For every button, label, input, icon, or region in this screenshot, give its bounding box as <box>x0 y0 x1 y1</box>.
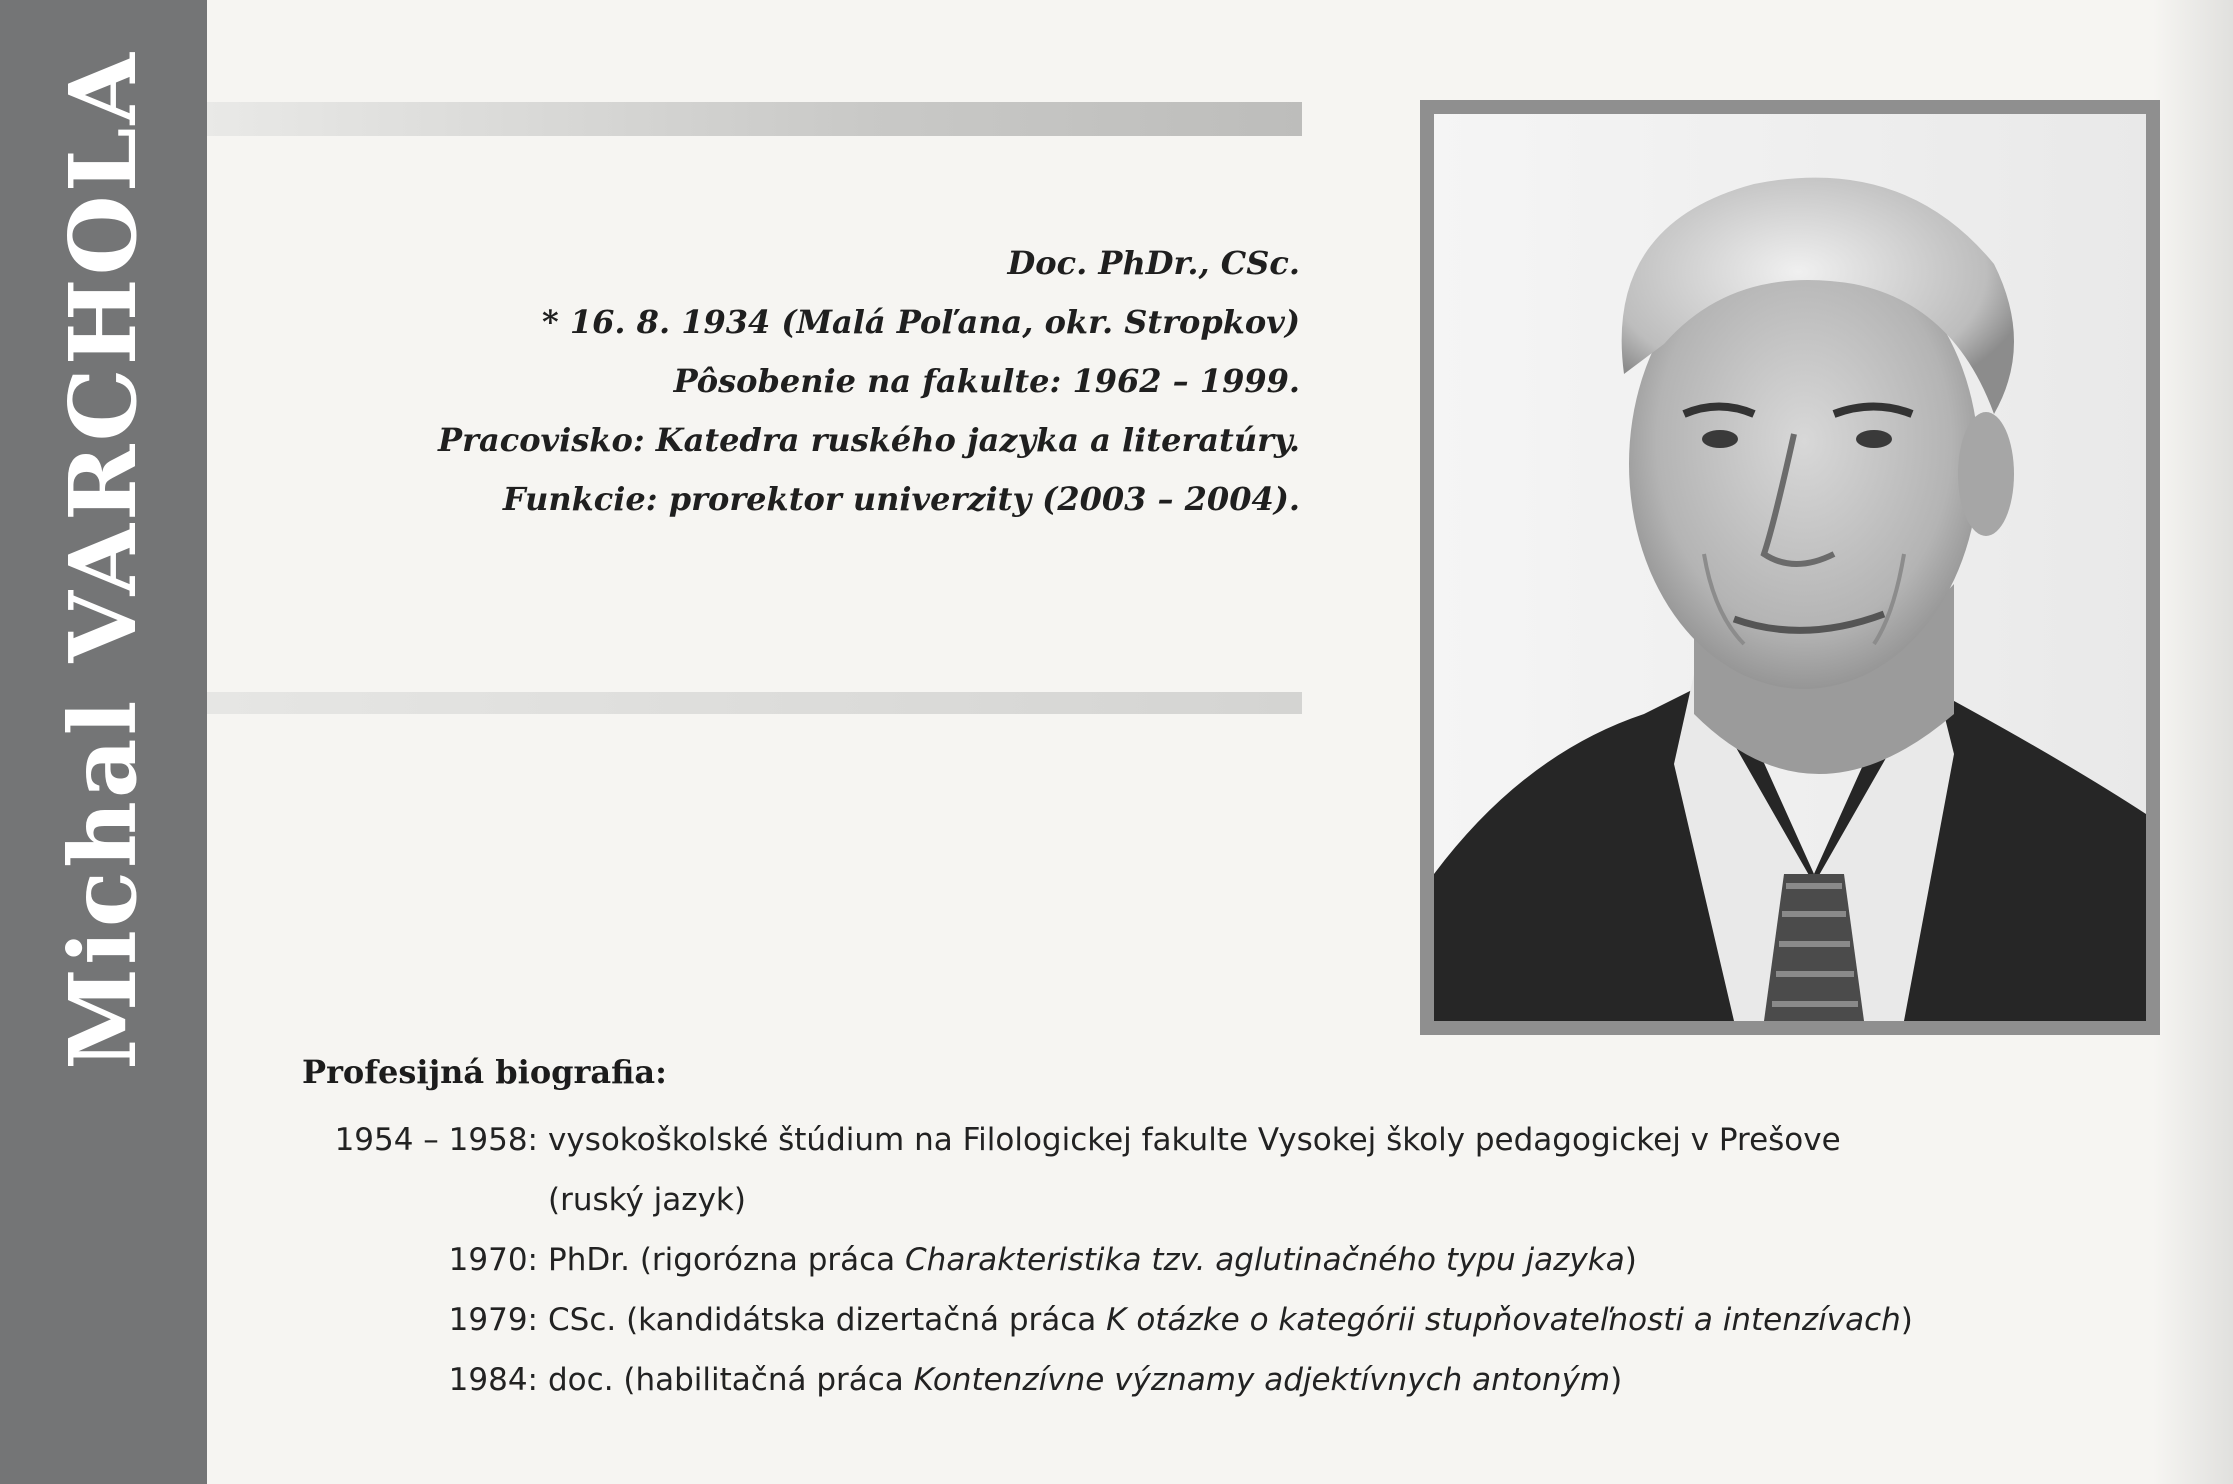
bio-heading: Profesijná biografia: <box>302 1053 667 1091</box>
portrait-illustration <box>1434 114 2146 1021</box>
bio-text-plain: ) <box>1624 1242 1637 1278</box>
tenure-info: Pôsobenie na fakulte: 1962 – 1999. <box>673 362 1300 400</box>
info-block <box>438 234 1300 529</box>
bio-text-plain: CSc. (kandidátska dizertačná práca <box>548 1302 1107 1338</box>
next-page-edge <box>2153 0 2233 1484</box>
department-info: Pracovisko: Katedra ruského jazyka a literatúry. <box>438 421 1300 459</box>
bio-year: 1970: <box>448 1242 538 1278</box>
bio-entry <box>300 1110 2000 1170</box>
bio-year: 1954 – 1958: <box>334 1122 538 1158</box>
person-name: Michal VARCHOLA <box>49 50 157 1070</box>
bio-entry <box>300 1350 2000 1410</box>
functions-info: Funkcie: prorektor univerzity (2003 – 2004). <box>502 480 1300 518</box>
portrait-photo <box>1434 114 2146 1021</box>
bio-year: 1984: <box>448 1362 538 1398</box>
name-sidebar <box>0 0 207 1484</box>
bio-text-plain: PhDr. (rigorózna práca <box>548 1242 906 1278</box>
bio-text <box>548 1290 1913 1350</box>
bio-year: 1979: <box>448 1302 538 1338</box>
middle-band <box>207 692 1302 714</box>
thesis-title: K otázke o kategórii stupňovateľnosti a intenzívach <box>1106 1302 1901 1338</box>
bio-text <box>548 1350 1622 1410</box>
bio-entry <box>300 1290 2000 1350</box>
thesis-title: Kontenzívne významy adjektívnych antoným <box>913 1362 1611 1398</box>
bio-text-plain: doc. (habilitačná práca <box>548 1362 914 1398</box>
birth-info: * 16. 8. 1934 (Malá Poľana, okr. Stropkov) <box>541 303 1300 341</box>
bio-text-plain: ) <box>1610 1362 1623 1398</box>
academic-title: Doc. PhDr., CSc. <box>1007 244 1300 282</box>
bio-entry-continuation <box>300 1170 2000 1230</box>
bio-text <box>548 1230 1637 1290</box>
bio-text-plain: ) <box>1900 1302 1913 1338</box>
bio-entry <box>300 1230 2000 1290</box>
bio-text: vysokoškolské štúdium na Filologickej fakulte Vysokej školy pedagogickej v Prešove <box>548 1122 1841 1158</box>
bio-text: (ruský jazyk) <box>548 1182 746 1218</box>
top-band <box>207 102 1302 136</box>
thesis-title: Charakteristika tzv. aglutinačného typu jazyka <box>905 1242 1625 1278</box>
bio-list <box>300 1110 2000 1410</box>
photo-frame <box>1420 100 2160 1035</box>
